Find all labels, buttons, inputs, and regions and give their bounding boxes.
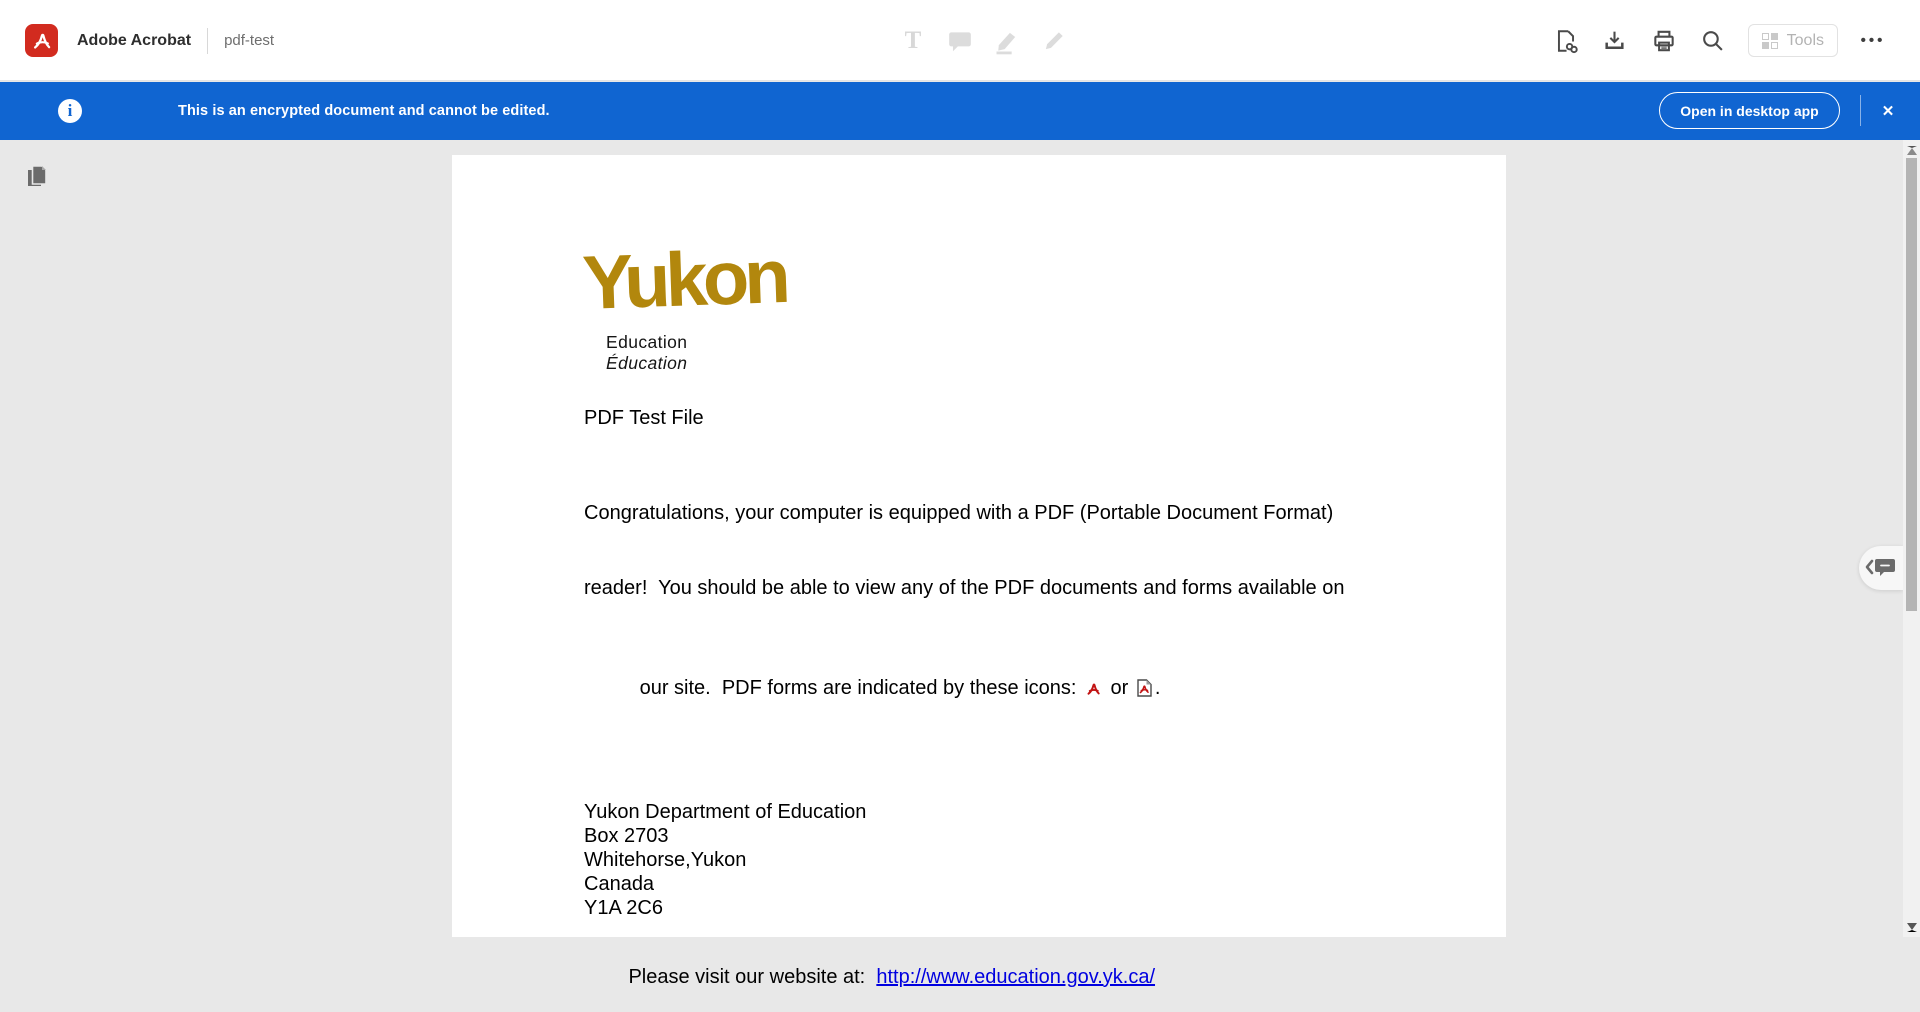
document-heading: PDF Test File [584, 407, 704, 429]
more-options-icon: ••• [1860, 32, 1886, 49]
address-line: Y1A 2C6 [584, 897, 663, 919]
print-button[interactable] [1650, 27, 1678, 55]
info-icon [58, 99, 82, 123]
paragraph-text: or [1105, 677, 1134, 699]
search-icon [1700, 28, 1725, 53]
open-document-name: pdf-test [224, 32, 275, 49]
tools-grid-icon [1762, 33, 1778, 49]
paragraph-line: reader! You should be able to view any of the PDF documents and forms available on [584, 577, 1345, 599]
website-prefix: Please visit our website at: [628, 966, 877, 988]
tools-button[interactable] [1748, 24, 1838, 57]
header-divider [207, 28, 208, 54]
scroll-down-icon[interactable] [1907, 923, 1917, 932]
tools-button-label: Tools [1786, 31, 1824, 49]
comments-panel-toggle-icon [1864, 557, 1898, 579]
pdf-page-content [452, 155, 1506, 1012]
print-icon [1651, 28, 1677, 54]
address-block [584, 800, 1506, 920]
address-line: Box 2703 [584, 825, 669, 847]
website-line [584, 943, 1506, 1012]
encrypted-document-banner [0, 82, 1920, 140]
yukon-logo-subtitle-fr: Éducation [606, 353, 688, 373]
export-share-button[interactable] [1552, 27, 1580, 55]
website-link[interactable]: http://www.education.gov.yk.ca/ [876, 966, 1156, 988]
scrollbar-thumb[interactable] [1906, 158, 1917, 611]
comments-panel-toggle[interactable] [1859, 546, 1903, 590]
scrollbar[interactable] [1903, 140, 1920, 937]
banner-close-button[interactable] [1874, 97, 1902, 125]
adobe-acrobat-logo-icon[interactable] [25, 24, 58, 57]
yukon-logo-subtitle-en: Education [606, 332, 688, 352]
annotation-toolbar [898, 0, 1069, 81]
address-line: Yukon Department of Education [584, 801, 867, 823]
scroll-up-icon[interactable] [1907, 146, 1917, 155]
highlight-icon [993, 27, 1021, 55]
pdf-page [452, 155, 1506, 988]
more-options-button[interactable] [1859, 27, 1887, 55]
download-icon [1602, 28, 1627, 53]
app-header [0, 0, 1920, 81]
add-text-icon: T [904, 27, 922, 54]
paragraph-line: Congratulations, your computer is equipped with a PDF (Portable Document Format) [584, 502, 1334, 524]
download-button[interactable] [1601, 27, 1629, 55]
address-line: Canada [584, 873, 655, 895]
yukon-logo-wordmark: Yukon [581, 233, 788, 326]
banner-divider [1860, 95, 1861, 126]
open-in-desktop-app-button[interactable]: Open in desktop app [1659, 92, 1840, 129]
highlight-button [992, 26, 1022, 56]
draw-pencil-icon [1041, 28, 1067, 54]
page-thumbnails-icon [24, 163, 50, 189]
document-actions-toolbar [1552, 0, 1887, 81]
comment-icon [947, 28, 973, 54]
page-thumbnails-button[interactable] [23, 163, 51, 191]
draw-button [1039, 26, 1069, 56]
export-share-icon [1553, 28, 1579, 54]
paragraph-text: our site. PDF forms are indicated by these icons: [639, 677, 1082, 699]
address-line: Whitehorse,Yukon [584, 849, 747, 871]
pdf-file-icon [1137, 679, 1152, 704]
paragraph-line [584, 651, 1506, 729]
search-button[interactable] [1699, 27, 1727, 55]
brand-area [25, 0, 274, 81]
banner-message: This is an encrypted document and cannot be edited. [178, 103, 550, 119]
add-text-button [898, 26, 928, 56]
acrobat-mark-icon [31, 30, 53, 52]
info-glyph: i [67, 101, 73, 120]
document-paragraph [584, 451, 1506, 779]
paragraph-text: . [1154, 677, 1161, 699]
acrobat-mark-icon [1085, 679, 1102, 704]
close-icon: ✕ [1881, 103, 1895, 120]
comment-button [945, 26, 975, 56]
viewer-area [0, 140, 1920, 988]
app-title: Adobe Acrobat [77, 31, 192, 49]
yukon-logo [581, 233, 1506, 374]
